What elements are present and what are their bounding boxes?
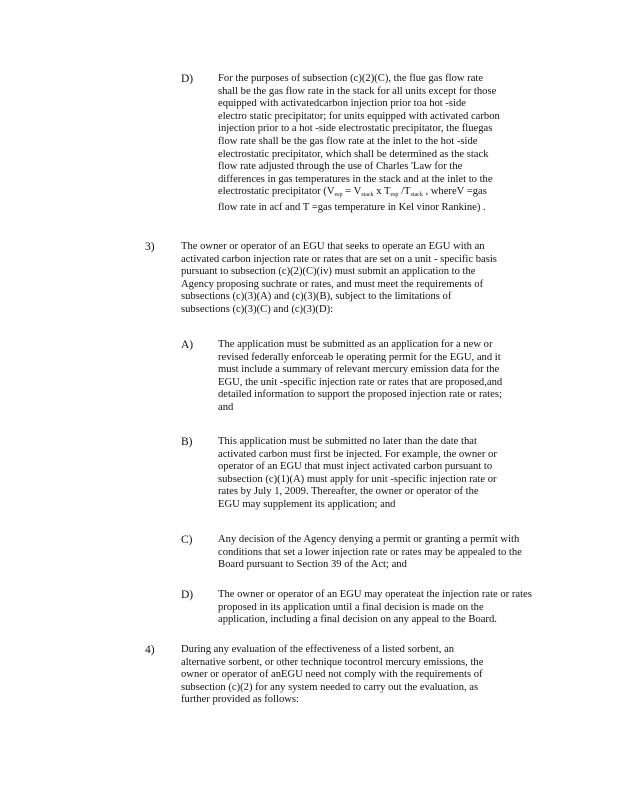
text-line: rates by July 1, 2009. Thereafter, the owner or operator of the [218, 486, 479, 498]
text-line: Agency proposing suchrate or rates, and must meet the requirements of [181, 278, 484, 290]
text-line: pursuant to subsection (c)(2)(C)(iv) must submit an application to the [181, 266, 476, 278]
paragraph-text [218, 589, 570, 627]
text-line: Board pursuant to Section 39 of the Act; and [218, 559, 407, 571]
text-line: activated carbon must first be injected. For example, the owner or [218, 448, 497, 460]
paragraph-text [218, 534, 563, 572]
text-line: further provided as follows: [181, 694, 299, 706]
text-line: The application must be submitted as an application for a new or [218, 339, 493, 350]
text-line: subsections (c)(3)(C) and (c)(3)(D): [181, 303, 334, 315]
text-line: flow rate in acf and T =gas temperature in Kel vinor Rankine) . [218, 201, 486, 213]
text-line: shall be the gas flow rate in the stack for all units except for those [218, 85, 497, 97]
paragraph-text [181, 644, 524, 707]
text-line: electro static precipitator; for units equipped with activated carbon [218, 110, 500, 122]
paragraph-marker: A) [181, 339, 194, 351]
paragraph-marker: C) [181, 534, 193, 546]
paragraph-text [218, 436, 538, 512]
text-line: proposed in its application until a final decision is made on the [218, 601, 484, 613]
text-line: activated carbon injection rate or rates that are set on a unit - specific basis [181, 253, 497, 265]
text-line: During any evaluation of the effectiveness of a listed sorbent, an [181, 644, 455, 655]
text-line: revised federally enforceab le operating permit for the EGU, and it [218, 351, 501, 363]
text-line: This application must be submitted no later than the date that [218, 436, 477, 447]
paragraph-marker: 4) [145, 644, 155, 656]
text-line: detailed information to support the proposed injection rate or rates; [218, 389, 502, 401]
text-line: subsection (c)(1)(A) must apply for unit -specific injection rate or [218, 473, 497, 485]
text-line: EGU may supplement its application; and [218, 498, 396, 510]
text-line: alternative sorbent, or other technique tocontrol mercury emissions, the [181, 656, 484, 668]
text-line: The owner or operator of an EGU may operateat the injection rate or rates [218, 589, 532, 600]
text-line: owner or operator of anEGU need not comply with the requirements of [181, 669, 483, 681]
text-line: flow rate shall be the gas flow rate at the inlet to the hot -side [218, 135, 478, 147]
text-line: electrostatic precipitator, which shall be determined as the stack [218, 148, 489, 160]
paragraph-marker: 3) [145, 241, 155, 253]
text-line: must include a summary of relevant mercury emission data for the [218, 364, 500, 376]
text-line: subsections (c)(3)(A) and (c)(3)(B), subject to the limitations of [181, 291, 452, 303]
text-line: application, including a final decision on any appeal to the Board. [218, 614, 497, 626]
text-line: and [218, 401, 234, 413]
paragraph-text [218, 73, 528, 215]
text-line: EGU, the unit -specific injection rate or rates that are proposed,and [218, 376, 503, 388]
text-line: operator of an EGU that must inject activated carbon pursuant to [218, 461, 493, 473]
text-line: injection prior to a hot -side electrostatic precipitator, the fluegas [218, 123, 493, 135]
text-line: flow rate adjusted through the use of Charles 'Law for the [218, 161, 463, 173]
text-line: subsection (c)(2) for any system needed to carry out the evaluation, as [181, 681, 479, 693]
text-line: For the purposes of subsection (c)(2)(C), the flue gas flow rate [218, 73, 484, 84]
text-line: conditions that set a lower injection rate or rates may be appealed to the [218, 546, 522, 558]
text-line: differences in gas temperatures in the stack and at the inlet to the [218, 173, 493, 185]
paragraph-text [218, 339, 538, 415]
text-line: Any decision of the Agency denying a permit or granting a permit with [218, 534, 520, 545]
paragraph-marker: D) [181, 589, 194, 601]
paragraph-marker: B) [181, 436, 193, 448]
paragraph-text [181, 241, 531, 317]
paragraph-marker: D) [181, 73, 194, 85]
text-line: The owner or operator of an EGU that seeks to operate an EGU with an [181, 241, 485, 252]
text-line: equipped with activatedcarbon injection prior toa hot -side [218, 98, 466, 110]
formula-line: electrostatic precipitator ($V_{esp} = V_{stack}$ x $T_{esp}$ $/T_{stack}$ , whereV =gas [218, 186, 487, 199]
